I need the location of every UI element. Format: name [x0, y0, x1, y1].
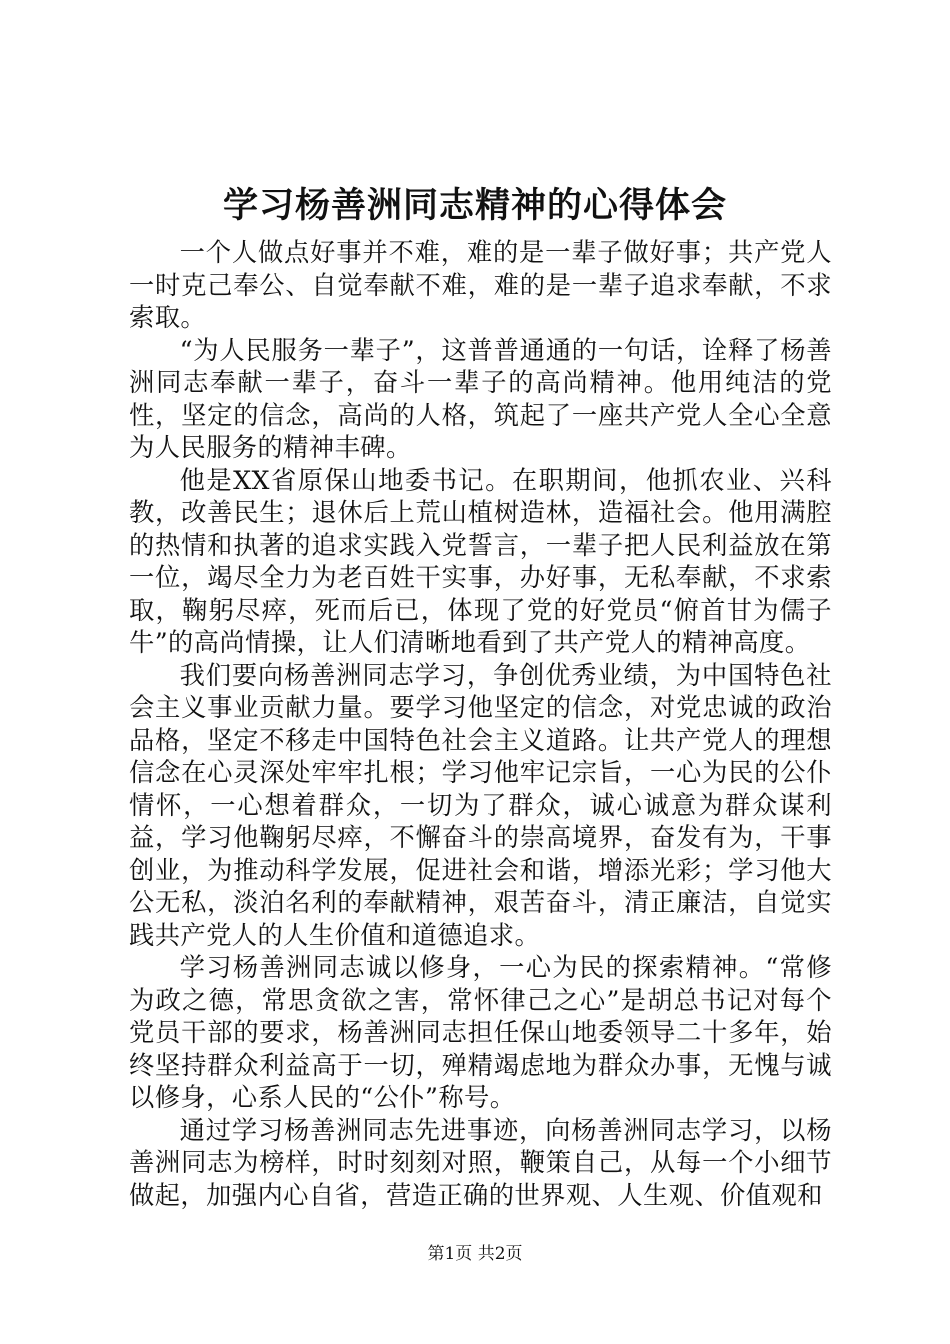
paragraph: “为人民服务一辈子”，这普普通通的一句话，诠释了杨善洲同志奉献一辈子，奋斗一辈子的高尚精神。他用纯洁的党性，坚定的信念，高尚的人格，筑起了一座共产党人全心全意为人民服务的精神丰碑。	[129, 335, 832, 462]
paragraph: 我们要向杨善洲同志学习，争创优秀业绩，为中国特色社会主义事业贡献力量。要学习他坚定的信念，对党忠诚的政治品格，坚定不移走中国特色社会主义道路。让共产党人的理想信念在心灵深处牢牢扎根；学习他牢记宗旨，一心为民的公仆情怀，一心想着群众，一切为了群众，诚心诚意为群众谋利益，学习他鞠躬尽瘁，不懈奋斗的崇高境界，奋发有为，干事创业，为推动科学发展，促进社会和谐，增添光彩；学习他大公无私，淡泊名利的奉献精神，艰苦奋斗，清正廉洁，自觉实践共产党人的人生价值和道德追求。	[129, 660, 832, 950]
page-footer: 第1页 共2页	[427, 1244, 523, 1264]
document-title: 学习杨善洲同志精神的心得体会	[222, 185, 727, 226]
paragraph: 一个人做点好事并不难，难的是一辈子做好事；共产党人一时克己奉公、自觉奉献不难，难的是一辈子追求奉献，不求索取。	[129, 238, 832, 332]
paragraph: 他是XX省原保山地委书记。在职期间，他抓农业、兴科教，改善民生；退休后上荒山植树造林，造福社会。他用满腔的热情和执著的追求实践入党誓言，一辈子把人民利益放在第一位，竭尽全力为老百姓干实事，办好事，无私奉献，不求索取，鞠躬尽瘁，死而后已，体现了党的好党员“俯首甘为儒子牛”的高尚情操，让人们清晰地看到了共产党人的精神高度。	[129, 465, 832, 657]
paragraph: 通过学习杨善洲同志先进事迹，向杨善洲同志学习，以杨善洲同志为榜样，时时刻刻对照，鞭策自己，从每一个小细节做起，加强内心自省，营造正确的世界观、人生观、价值观和	[129, 1115, 832, 1210]
document-body	[129, 237, 832, 1212]
paragraph: 学习杨善洲同志诚以修身，一心为民的探索精神。“常修为政之德，常思贪欲之害，常怀律己之心”是胡总书记对每个党员干部的要求，杨善洲同志担任保山地委领导二十多年，始终坚持群众利益高于一切，殚精竭虑地为群众办事，无愧与诚以修身，心系人民的“公仆”称号。	[129, 953, 832, 1112]
